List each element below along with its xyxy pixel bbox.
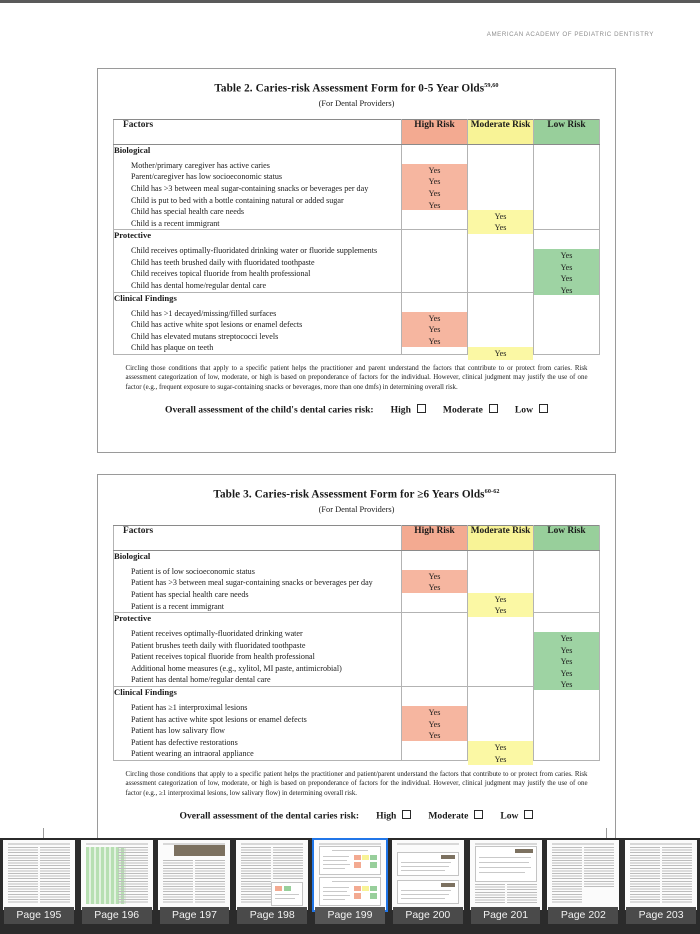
checkbox-high[interactable] — [417, 404, 426, 413]
table-2-body — [114, 144, 600, 358]
yes-mark: Yes — [428, 708, 441, 718]
table-3-footnote: Circling those conditions that apply to a specific patient helps the practitioner and patient/parent understand the factors that contribute to or protect from caries. Risk assessment categorization of low, moderate, or high is based on preponderance of factors for the individual. However, clinical judgment may justify the use of one factor (e.g., ≥1 interproximal lesions, low salivary flow) in determining overall risk. — [125, 771, 588, 797]
yes-mark: Yes — [560, 634, 573, 644]
yes-mark: Yes — [494, 348, 507, 358]
table-row — [114, 230, 600, 292]
factor-line: Patient wearing an intraoral appliance — [131, 749, 254, 759]
moderate-risk-cell — [468, 613, 534, 687]
factor-line: Child has elevated mutans streptococci levels — [131, 331, 279, 341]
assessment-label: Overall assessment of the child's dental caries risk: — [164, 404, 374, 416]
assessment-option-low: Low — [500, 810, 519, 822]
moderate-risk-cell — [468, 687, 534, 764]
thumbnail-preview — [81, 840, 153, 910]
factor-line: Child has teeth brushed daily with fluoridated toothpaste — [131, 257, 315, 267]
factor-line: Patient has >3 between meal sugar-containing snacks or beverages per day — [131, 578, 373, 588]
table-2-title-text: Table 2. Caries-risk Assessment Form for 0-5 Year Olds — [214, 82, 485, 95]
table-row — [114, 613, 600, 687]
assessment-option-high: High — [376, 810, 397, 822]
table-2-frame — [97, 68, 616, 453]
thumbnail-page-198[interactable] — [233, 838, 311, 934]
col-header-high-risk: High Risk — [402, 119, 468, 144]
moderate-risk-yes-group — [468, 741, 533, 765]
section-factors-cell — [114, 230, 402, 292]
factor-line: Child is a recent immigrant — [131, 218, 220, 228]
table-2-title — [98, 82, 615, 95]
section-title: Clinical Findings — [114, 687, 177, 698]
high-risk-cell — [402, 550, 468, 612]
checkbox-low[interactable] — [539, 404, 548, 413]
low-risk-yes-group — [534, 249, 599, 295]
thumbnail-label: Page 199 — [315, 907, 385, 924]
high-risk-yes-group — [402, 706, 467, 741]
section-factors-cell — [114, 687, 402, 761]
table-2-overall-assessment — [98, 404, 615, 416]
checkbox-high[interactable] — [402, 810, 411, 819]
factor-line: Child has >1 decayed/missing/filled surfaces — [131, 308, 277, 318]
table-2-footnote: Circling those conditions that apply to a specific patient helps the practitioner and parent understand the factors that contribute to or protect from caries. Risk assessment categorization of low, moderate, or high is based on preponderance of factors for the individual. However, clinical judgment may justify the use of one factor (e.g., frequent exposure to sugar-containing snacks or beverages, more than one dmfs) in determining overall risk. — [125, 365, 588, 391]
factor-line: Patient has special health care needs — [131, 589, 249, 599]
col-header-high-risk: High Risk — [402, 525, 468, 550]
col-header-factors: Factors — [114, 119, 402, 144]
assessment-option-moderate: Moderate — [442, 404, 483, 416]
low-risk-cell — [534, 292, 600, 354]
table-3-frame — [97, 474, 616, 841]
checkbox-moderate[interactable] — [489, 404, 498, 413]
table-2-grid — [113, 119, 600, 358]
factor-line: Mother/primary caregiver has active caries — [131, 160, 270, 170]
table-row — [114, 292, 600, 354]
yes-mark: Yes — [494, 754, 507, 764]
section-factors-cell — [114, 550, 402, 612]
high-risk-cell — [402, 230, 468, 292]
section-title: Biological — [114, 144, 151, 155]
yes-mark: Yes — [494, 606, 507, 616]
high-risk-cell — [402, 292, 468, 354]
table-3-title — [98, 488, 615, 501]
thumbnail-label: Page 202 — [548, 907, 618, 924]
factor-line: Patient has dental home/regular dental care — [131, 675, 271, 685]
high-risk-yes-group — [402, 312, 467, 347]
factor-line: Child has plaque on teeth — [131, 343, 214, 353]
yes-mark: Yes — [428, 165, 441, 175]
factor-line: Child has special health care needs — [131, 207, 245, 217]
yes-mark: Yes — [428, 731, 441, 741]
factor-line: Child is put to bed with a bottle containing natural or added sugar — [131, 195, 344, 205]
table-row — [114, 687, 600, 761]
high-risk-cell — [402, 613, 468, 687]
thumbnail-preview — [236, 840, 308, 910]
thumbnail-page-203[interactable] — [622, 838, 700, 934]
section-title: Protective — [114, 613, 152, 624]
section-factors-cell — [114, 292, 402, 354]
yes-mark: Yes — [428, 583, 441, 593]
factor-line: Patient is of low socioeconomic status — [131, 566, 255, 576]
yes-mark: Yes — [428, 325, 441, 335]
high-risk-cell — [402, 144, 468, 230]
high-risk-cell — [402, 687, 468, 761]
thumbnail-page-195[interactable] — [0, 838, 78, 934]
col-header-moderate-risk: Moderate Risk — [468, 525, 534, 550]
checkbox-low[interactable] — [524, 810, 533, 819]
yes-mark: Yes — [428, 188, 441, 198]
assessment-option-high: High — [390, 404, 411, 416]
moderate-risk-cell — [468, 144, 534, 233]
yes-mark: Yes — [428, 177, 441, 187]
moderate-risk-yes-group — [468, 347, 533, 360]
yes-mark: Yes — [494, 594, 507, 604]
section-factors-cell — [114, 144, 402, 230]
thumbnail-preview — [314, 840, 386, 910]
running-head: AMERICAN ACADEMY OF PEDIATRIC DENTISTRY — [486, 31, 654, 38]
moderate-risk-cell — [468, 550, 534, 616]
col-header-moderate-risk: Moderate Risk — [468, 119, 534, 144]
col-header-low-risk: Low Risk — [534, 525, 600, 550]
thumbnail-preview — [392, 840, 464, 910]
yes-mark: Yes — [494, 743, 507, 753]
factor-line: Child receives topical fluoride from health professional — [131, 269, 311, 279]
high-risk-yes-group — [402, 570, 467, 593]
yes-mark: Yes — [494, 211, 507, 221]
thumbnail-label: Page 197 — [160, 907, 230, 924]
yes-mark: Yes — [560, 668, 573, 678]
factor-line: Patient has active white spot lesions or enamel defects — [131, 714, 307, 724]
thumbnail-label: Page 200 — [393, 907, 463, 924]
page-thumbnail-filmstrip[interactable] — [0, 838, 700, 934]
table-2-title-superscript: 59,60 — [484, 82, 499, 89]
yes-mark: Yes — [428, 719, 441, 729]
thumbnail-page-197[interactable] — [156, 838, 234, 934]
assessment-option-low: Low — [514, 404, 533, 416]
yes-mark: Yes — [428, 571, 441, 581]
thumbnail-preview — [547, 840, 619, 910]
yes-mark: Yes — [428, 200, 441, 210]
yes-mark: Yes — [560, 680, 573, 690]
section-factors-cell — [114, 613, 402, 687]
yes-mark: Yes — [560, 251, 573, 261]
table-3-grid — [113, 525, 600, 764]
thumbnail-label: Page 201 — [471, 907, 541, 924]
low-risk-cell — [534, 144, 600, 230]
low-risk-yes-group — [534, 632, 599, 690]
yes-mark: Yes — [428, 336, 441, 346]
table-3-title-text: Table 3. Caries-risk Assessment Form for ≥6 Years Olds — [213, 488, 485, 501]
checkbox-moderate[interactable] — [474, 810, 483, 819]
section-title: Protective — [114, 230, 152, 241]
yes-mark: Yes — [560, 657, 573, 667]
factor-line: Patient has defective restorations — [131, 737, 238, 747]
thumbnail-page-202[interactable] — [544, 838, 622, 934]
factor-line: Patient has low salivary flow — [131, 726, 225, 736]
factor-line: Child has >3 between meal sugar-containing snacks or beverages per day — [131, 183, 369, 193]
thumbnail-preview — [158, 840, 230, 910]
table-2-header-row — [114, 119, 600, 144]
thumbnail-page-196[interactable] — [78, 838, 156, 934]
factor-line: Patient brushes teeth daily with fluoridated toothpaste — [131, 640, 306, 650]
thumbnail-preview — [625, 840, 697, 910]
yes-mark: Yes — [560, 286, 573, 296]
thumbnail-preview — [470, 840, 542, 910]
factor-line: Child receives optimally-fluoridated drinking water or fluoride supplements — [131, 246, 378, 256]
low-risk-cell — [534, 230, 600, 296]
table-3-title-superscript: 60-62 — [484, 488, 500, 495]
table-row — [114, 550, 600, 612]
table-2-subtitle: (For Dental Providers) — [318, 98, 395, 108]
factor-line: Patient has ≥1 interproximal lesions — [131, 703, 248, 713]
yes-mark: Yes — [560, 274, 573, 284]
high-risk-yes-group — [402, 164, 467, 210]
col-header-factors: Factors — [114, 525, 402, 550]
section-title: Biological — [114, 550, 151, 561]
assessment-label: Overall assessment of the dental caries risk: — [179, 810, 360, 822]
thumbnail-page-200[interactable] — [389, 838, 467, 934]
thumbnail-label: Page 198 — [237, 907, 307, 924]
yes-mark: Yes — [560, 645, 573, 655]
thumbnail-label: Page 196 — [82, 907, 152, 924]
section-title: Clinical Findings — [114, 292, 177, 303]
document-page-canvas — [0, 3, 700, 837]
factor-line: Parent/caregiver has low socioeconomic status — [131, 172, 283, 182]
factor-line: Child has dental home/regular dental care — [131, 281, 267, 291]
thumbnail-label: Page 203 — [626, 907, 696, 924]
low-risk-cell — [534, 613, 600, 690]
col-header-low-risk: Low Risk — [534, 119, 600, 144]
low-risk-cell — [534, 687, 600, 761]
factor-line: Patient is a recent immigrant — [131, 601, 225, 611]
moderate-risk-cell — [468, 230, 534, 292]
table-3-header-row — [114, 525, 600, 550]
table-3-subtitle: (For Dental Providers) — [318, 504, 395, 514]
low-risk-cell — [534, 550, 600, 612]
table-3-overall-assessment — [98, 810, 615, 822]
yes-mark: Yes — [428, 313, 441, 323]
thumbnail-page-201[interactable] — [467, 838, 545, 934]
factor-line: Additional home measures (e.g., xylitol, MI paste, antimicrobial) — [131, 663, 342, 673]
moderate-risk-cell — [468, 292, 534, 358]
thumbnail-preview — [3, 840, 75, 910]
factor-line: Child has active white spot lesions or enamel defects — [131, 320, 303, 330]
yes-mark: Yes — [560, 262, 573, 272]
thumbnail-page-199[interactable] — [311, 838, 389, 934]
yes-mark: Yes — [494, 223, 507, 233]
table-row — [114, 144, 600, 230]
factor-line: Patient receives optimally-fluoridated drinking water — [131, 629, 303, 639]
table-3-body — [114, 550, 600, 764]
assessment-option-moderate: Moderate — [428, 810, 469, 822]
thumbnail-label: Page 195 — [4, 907, 74, 924]
factor-line: Patient receives topical fluoride from health professional — [131, 652, 315, 662]
